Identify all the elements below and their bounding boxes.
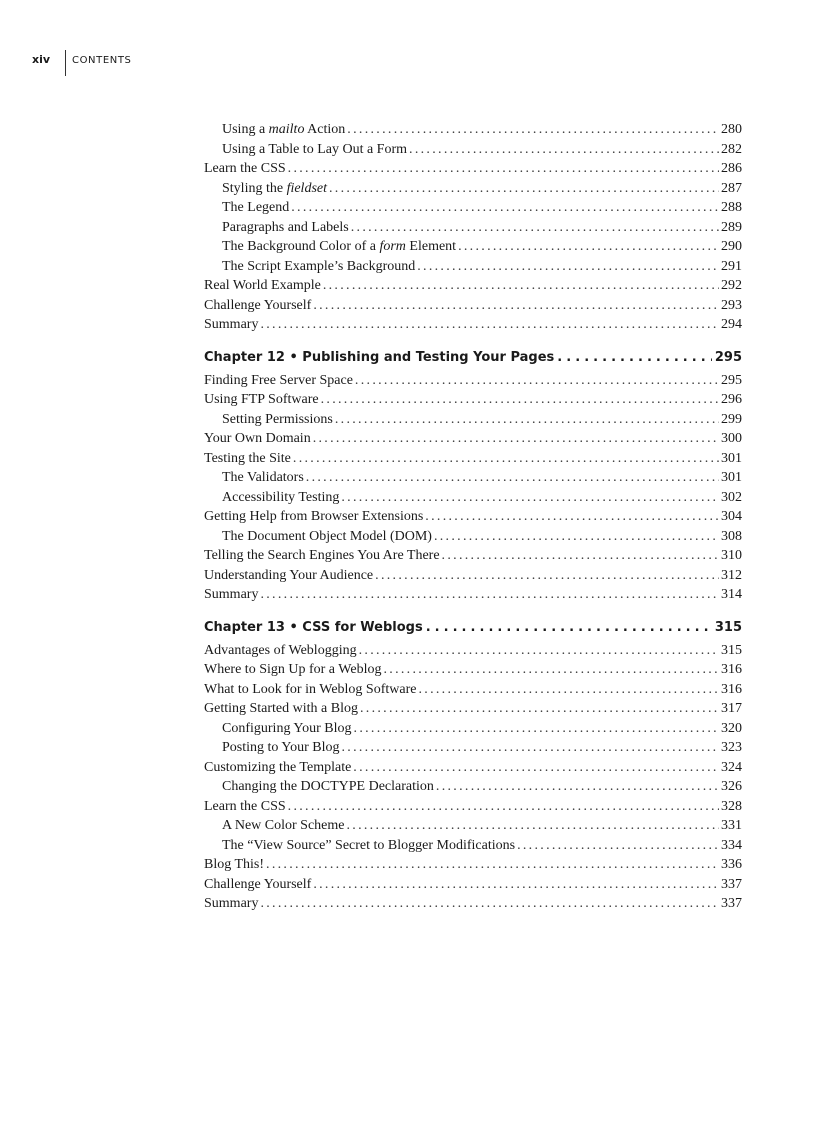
toc-entry — [204, 660, 742, 680]
toc-entry — [204, 527, 742, 547]
toc-entry — [204, 120, 742, 140]
toc-entry-title: Telling the Search Engines You Are There — [204, 548, 440, 563]
toc-entry-title — [222, 237, 456, 257]
toc-entry-title: Real World Example — [204, 278, 321, 293]
dot-leader — [426, 618, 712, 638]
dot-leader — [347, 120, 719, 140]
toc-entry — [204, 159, 742, 179]
toc-entry-title: Summary — [204, 896, 259, 911]
toc-entry-list — [204, 120, 742, 335]
toc-entry-title: Summary — [204, 317, 259, 332]
toc-page-number: 331 — [721, 818, 742, 833]
toc-entry — [204, 777, 742, 797]
toc-entry-title: Summary — [204, 587, 259, 602]
toc-entry-title: Using FTP Software — [204, 392, 319, 407]
section-title: CONTENTS — [72, 55, 132, 66]
running-head — [32, 50, 132, 76]
toc-page-number: 326 — [721, 779, 742, 794]
title-text: Element — [405, 239, 457, 254]
toc-entry — [204, 680, 742, 700]
toc-entry-title: The Document Object Model (DOM) — [222, 528, 432, 544]
chapter-title: Chapter 13 • CSS for Weblogs — [204, 619, 423, 635]
toc-entry-title: The Script Example’s Background — [222, 258, 416, 274]
dot-leader — [354, 719, 719, 739]
toc-entry — [204, 719, 742, 739]
chapter-page: 295 — [714, 349, 742, 365]
dot-leader — [306, 468, 719, 488]
toc-entry — [204, 546, 742, 566]
toc-page-number: 304 — [721, 509, 742, 524]
toc-entry-title: Challenge Yourself — [204, 876, 312, 892]
dot-leader — [418, 680, 719, 700]
toc-entry-title: Posting to Your Blog — [222, 740, 340, 755]
title-text: Using a — [222, 122, 269, 137]
toc-entry-title: Testing the Site — [204, 450, 291, 466]
dot-leader — [313, 429, 719, 449]
dot-leader — [341, 488, 719, 508]
dot-leader — [260, 585, 719, 605]
toc-page-number: 324 — [721, 759, 742, 775]
toc-page-number: 287 — [721, 180, 742, 196]
title-text: Styling the — [222, 180, 287, 196]
toc-entry-title: Changing the DOCTYPE Declaration — [222, 779, 434, 794]
toc-entry-title: Configuring Your Blog — [222, 720, 352, 736]
chapter-page: 315 — [714, 619, 742, 635]
toc-entry-title: Your Own Domain — [204, 431, 311, 446]
toc-entry — [204, 179, 742, 199]
toc-entry-title: What to Look for in Weblog Software — [204, 681, 417, 697]
toc-entry-title — [222, 120, 345, 140]
dot-leader — [359, 641, 719, 661]
toc-entry — [204, 855, 742, 875]
toc-entry-title: Learn the CSS — [204, 798, 286, 814]
toc-page-number: 280 — [721, 122, 742, 137]
toc-page-number: 293 — [721, 297, 742, 313]
dot-leader — [436, 777, 719, 797]
toc-page-number: 320 — [721, 720, 742, 736]
toc-entry — [204, 699, 742, 719]
toc-entry-title: Learn the CSS — [204, 161, 286, 176]
toc-page-number: 310 — [721, 548, 742, 563]
toc-entry — [204, 257, 742, 277]
dot-leader — [425, 507, 719, 527]
toc-page-number: 328 — [721, 798, 742, 814]
toc-page-number: 316 — [721, 681, 742, 697]
dot-leader — [383, 660, 719, 680]
toc-entry — [204, 315, 742, 335]
toc-entry-title: The Validators — [222, 470, 304, 485]
toc-entry — [204, 449, 742, 469]
toc-entry — [204, 390, 742, 410]
toc-entry — [204, 836, 742, 856]
dot-leader — [329, 179, 719, 199]
dot-leader — [353, 758, 719, 778]
toc-page-number: 286 — [721, 161, 742, 176]
chapter-title: Chapter 12 • Publishing and Testing Your Pages — [204, 349, 555, 365]
toc-page-number: 294 — [721, 317, 742, 332]
toc-page-number: 296 — [721, 392, 742, 407]
header-divider — [65, 50, 66, 76]
toc-page-number: 312 — [721, 567, 742, 583]
toc-entry — [204, 797, 742, 817]
chapter-12-heading — [204, 348, 742, 368]
toc-page-number: 337 — [721, 876, 742, 892]
dot-leader — [341, 738, 719, 758]
dot-leader — [351, 218, 719, 238]
toc-entry — [204, 507, 742, 527]
toc-entry-title: Getting Started with a Blog — [204, 701, 358, 716]
toc-entry-title: Blog This! — [204, 857, 265, 872]
dot-leader — [434, 527, 719, 547]
toc-entry-title: Getting Help from Browser Extensions — [204, 509, 424, 524]
dot-leader — [517, 836, 719, 856]
toc-entry — [204, 410, 742, 430]
toc-entry-title: Where to Sign Up for a Weblog — [204, 662, 382, 677]
toc-page-number: 288 — [721, 200, 742, 215]
dot-leader — [346, 816, 719, 836]
toc-entry — [204, 218, 742, 238]
toc-entry — [204, 875, 742, 895]
toc-entry — [204, 738, 742, 758]
toc-entry-title: The “View Source” Secret to Blogger Modifications — [222, 837, 516, 853]
title-emphasis: fieldset — [286, 180, 327, 196]
dot-leader — [260, 894, 719, 914]
toc-page-number: 295 — [721, 372, 742, 388]
toc-page-number: 290 — [721, 239, 742, 254]
dot-leader — [458, 237, 719, 257]
toc-page-number: 337 — [721, 896, 742, 911]
toc-entry — [204, 276, 742, 296]
dot-leader — [409, 140, 719, 160]
toc-page-number: 302 — [721, 489, 742, 505]
toc-entry — [204, 140, 742, 160]
toc-page-number: 300 — [721, 431, 742, 446]
dot-leader — [442, 546, 719, 566]
toc-entry — [204, 566, 742, 586]
toc-entry-title: Advantages of Weblogging — [204, 642, 357, 658]
dot-leader — [417, 257, 719, 277]
toc-entry — [204, 198, 742, 218]
toc-entry-title: Understanding Your Audience — [204, 567, 374, 583]
dot-leader — [293, 449, 719, 469]
dot-leader — [323, 276, 719, 296]
dot-leader — [313, 875, 719, 895]
toc-entry — [204, 585, 742, 605]
toc-entry-title: Customizing the Template — [204, 759, 352, 775]
dot-leader — [375, 566, 719, 586]
dot-leader — [288, 159, 719, 179]
dot-leader — [321, 390, 719, 410]
toc-entry — [204, 758, 742, 778]
toc-entry-title: The Legend — [222, 200, 290, 215]
toc-entry-title: Paragraphs and Labels — [222, 219, 349, 235]
dot-leader — [288, 797, 719, 817]
toc-entry — [204, 488, 742, 508]
toc-page-number: 289 — [721, 219, 742, 235]
toc-page-number: 336 — [721, 857, 742, 872]
toc-page-number: 334 — [721, 837, 742, 853]
dot-leader — [360, 699, 719, 719]
dot-leader — [266, 855, 719, 875]
toc-entry-title: Finding Free Server Space — [204, 372, 353, 388]
toc-entry-title: Using a Table to Lay Out a Form — [222, 141, 408, 157]
dot-leader — [355, 371, 719, 391]
toc-page-number: 299 — [721, 411, 742, 427]
toc-entry — [204, 371, 742, 391]
toc-entry — [204, 429, 742, 449]
title-text: Action — [304, 122, 346, 137]
toc-page-number: 291 — [721, 258, 742, 274]
title-emphasis: form — [379, 239, 406, 254]
page-number: xiv — [32, 53, 51, 66]
toc-page-number: 301 — [721, 450, 742, 466]
toc-page-number: 301 — [721, 470, 742, 485]
toc-page-number: 292 — [721, 278, 742, 293]
toc-entry-title: Challenge Yourself — [204, 297, 312, 313]
toc-page-number: 315 — [721, 642, 742, 658]
toc-entry — [204, 641, 742, 661]
toc-page-number: 323 — [721, 740, 742, 755]
toc-page-number: 308 — [721, 528, 742, 544]
toc-entry — [204, 237, 742, 257]
toc-page-number: 282 — [721, 141, 742, 157]
toc-entry-title: Setting Permissions — [222, 411, 333, 427]
dot-leader — [291, 198, 719, 218]
toc-page-number: 314 — [721, 587, 742, 602]
dot-leader — [557, 348, 712, 368]
title-text: The Background Color of a — [222, 239, 380, 254]
toc-entry-title: A New Color Scheme — [222, 818, 345, 833]
toc-entry — [204, 816, 742, 836]
toc-page-number: 316 — [721, 662, 742, 677]
chapter-13-heading — [204, 618, 742, 638]
table-of-contents — [204, 120, 742, 914]
toc-entry-list — [204, 371, 742, 605]
toc-entry — [204, 296, 742, 316]
toc-entry — [204, 468, 742, 488]
toc-page-number: 317 — [721, 701, 742, 716]
toc-entry-list — [204, 641, 742, 914]
dot-leader — [335, 410, 719, 430]
toc-entry — [204, 894, 742, 914]
title-emphasis: mailto — [268, 122, 305, 137]
toc-entry-title: Accessibility Testing — [222, 489, 340, 505]
dot-leader — [313, 296, 719, 316]
dot-leader — [260, 315, 719, 335]
toc-entry-title — [222, 179, 327, 199]
